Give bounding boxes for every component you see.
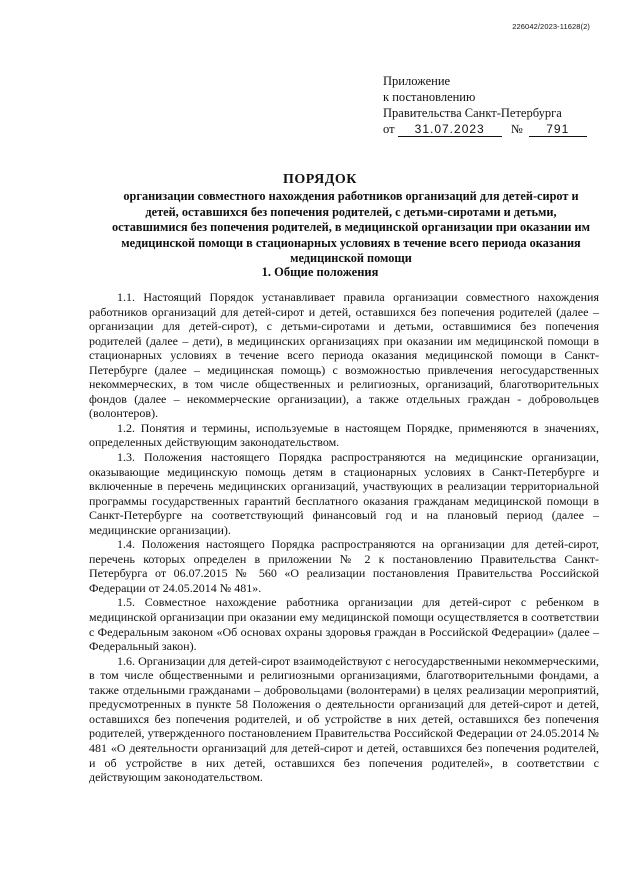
appendix-date-line: [383, 121, 613, 137]
paragraph-1-6: 1.6. Организации для детей-сирот взаимодействуют с негосударственными некоммерческими, в том числе общественными и религиозными организациями, благотворительными фондами, а также отдельными гражданами – добровольцами (волонтерами) в целях реализации мероприятий, предусмотренных в пункте 58 Положения о деятельности организаций для детей-сирот и детей, оставшихся без попечения родителей, и об устройстве в них детей, оставшихся без попечения родителей, утвержденного постановлением Правительства Российской Федерации от 24.05.2014 № 481 «О деятельности организаций для детей-сирот и детей, оставшихся без попечения родителей, и об устройстве в них детей, оставшихся без попечения родителей», в соответствии с действующим законодательством.: [89, 653, 599, 785]
date-prefix: от: [383, 122, 395, 136]
section-heading: 1. Общие положения: [261, 265, 379, 279]
decree-date: 31.07.2023: [398, 123, 502, 137]
number-sign: №: [510, 122, 523, 136]
paragraph-1-3: 1.3. Положения настоящего Порядка распространяются на медицинские организации, оказывающие медицинскую помощь детям в стационарных условиях в Санкт-Петербурге и включенные в перечень медицинских организаций, участвующих в реализации территориальной программы государственных гарантий бесплатного оказания гражданам медицинской помощи в Санкт-Петербурге на соответствующий финансовый год и на плановый период (далее – медицинские организации).: [89, 450, 599, 537]
appendix-block: [383, 73, 613, 137]
paragraph-1-4: 1.4. Положения настоящего Порядка распространяются на организации для детей-сирот, перечень которых определен в приложении № 2 к постановлению Правительства Санкт-Петербурга от 06.07.2015 № 560 «О реализации постановления Правительства Российской Федерации от 24.05.2014 № 481».: [89, 537, 599, 595]
paragraph-1-5: 1.5. Совместное нахождение работника организации для детей-сирот с ребенком в медицинской организации при оказании ему медицинской помощи осуществляется в соответствии с Федеральным законом «Об основах охраны здоровья граждан в Российской Федерации» (далее – Федеральный закон).: [89, 595, 599, 654]
paragraph-1-2: 1.2. Понятия и термины, используемые в настоящем Порядке, применяются в значениях, определенных действующим законодательством.: [89, 420, 599, 450]
appendix-line-3: Правительства Санкт-Петербурга: [383, 106, 562, 120]
document-body: [89, 290, 599, 785]
decree-number: 791: [529, 123, 587, 137]
appendix-line-1: Приложение: [383, 74, 451, 88]
paragraph-1-1: 1.1. Настоящий Порядок устанавливает правила организации совместного нахождения работников организаций для детей-сирот и детей, оставшихся без попечения родителей (далее – организации для детей-сирот), с детьми-сиротами и детьми, оставшимися без попечения родителей (далее – дети), в медицинских организациях при оказании им медицинской помощи в стационарных условиях в течение всего периода оказания медицинской помощи в Санкт-Петербурге (далее – медицинская помощь) с возможностью привлечения негосударственных некоммерческих, в том числе общественных и религиозных, организаций, благотворительных фондов (далее – некоммерческие организации), а также отдельных граждан - добровольцев (волонтеров).: [89, 290, 599, 421]
registration-number: 226042/2023-11628(2): [512, 22, 590, 31]
appendix-line-2: к постановлению: [383, 90, 476, 104]
document-subtitle: организации совместного нахождения работников организаций для детей-сирот и детей, оставшихся без попечения родителей, с детьми-сиротами и детьми, оставшимися без попечения родителей, в медицинской организации при оказании им медицинской помощи в стационарных условиях в течение всего периода оказания медицинской помощи: [111, 189, 591, 266]
document-title: ПОРЯДОК: [283, 172, 357, 187]
